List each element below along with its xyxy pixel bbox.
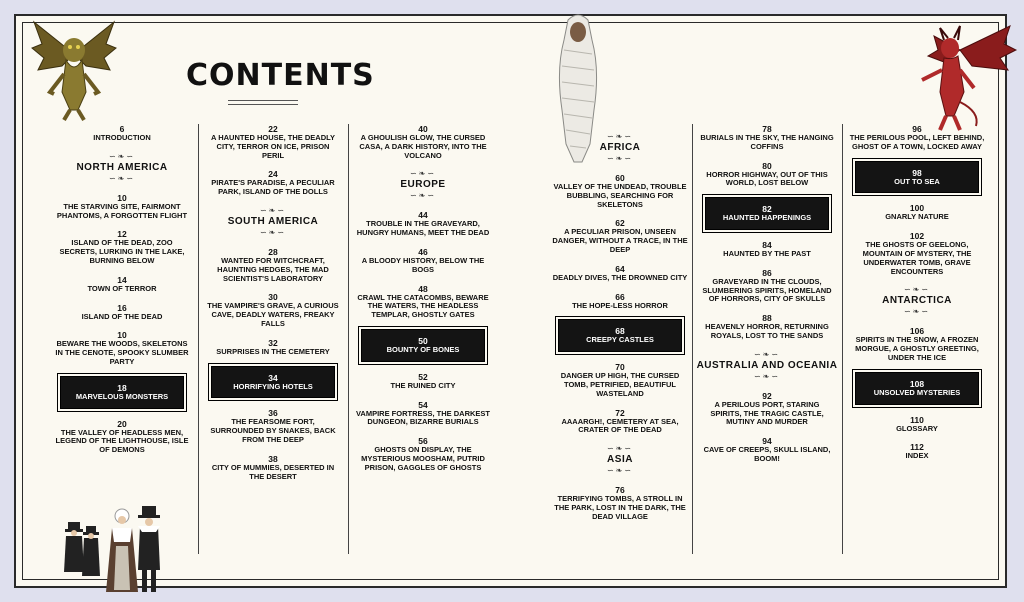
entry-title: SPIRITS IN THE SNOW, A FROZEN MORGUE, A GHOSTLY GREETING, UNDER THE ICE (855, 335, 979, 362)
toc-entry[interactable] (349, 247, 497, 275)
entry-title: SURPRISES IN THE CEMETERY (216, 346, 330, 356)
entry-title: AAAARGH!, CEMETERY AT SEA, CRATER OF THE DEAD (561, 416, 679, 435)
entry-title: TOWN OF TERROR (87, 283, 157, 293)
entry-title: HEAVENLY HORROR, RETURNING ROYALS, LOST TO THE SANDS (705, 322, 829, 340)
page-number: 14 (117, 274, 127, 285)
flourish-ornament: ∽❧∽ (753, 371, 781, 381)
toc-entry[interactable] (546, 218, 694, 254)
entry-title: HAUNTED HAPPENINGS (722, 213, 812, 223)
page-number: 36 (268, 408, 278, 419)
toc-entry[interactable] (199, 124, 347, 160)
toc-entry[interactable] (48, 124, 196, 143)
entry-title: UNSOLVED MYSTERIES (873, 387, 961, 397)
toc-entry[interactable] (546, 173, 694, 209)
toc-entry[interactable] (48, 193, 196, 221)
entry-title: HORROR HIGHWAY, OUT OF THIS WORLD, LOST BELOW (706, 169, 828, 188)
toc-entry[interactable] (48, 330, 196, 366)
entry-title: A PECULIAR PRISON, UNSEEN DANGER, WITHOUT A TRACE, IN THE DEEP (552, 227, 688, 254)
pilgrims-illustration (60, 500, 180, 596)
toc-entry[interactable] (349, 124, 497, 160)
toc-entry[interactable] (693, 124, 841, 152)
entry-title: ISLAND OF THE DEAD (81, 311, 163, 321)
page-number: 44 (418, 210, 428, 221)
toc-entry[interactable] (843, 203, 991, 222)
contents-column-3 (348, 124, 497, 554)
toc-entry[interactable] (843, 326, 991, 362)
page-number: 70 (615, 362, 625, 373)
section-name: AFRICA (599, 142, 641, 153)
flourish-ornament: ∽❧∽ (259, 205, 287, 215)
page-number: 68 (615, 326, 625, 337)
entry-title: WANTED FOR WITCHCRAFT, HAUNTING HEDGES, THE MAD SCIENTIST'S LABORATORY (217, 255, 329, 283)
winged-demon-illustration (28, 14, 120, 122)
entry-title: GHOSTS ON DISPLAY, THE MYSTERIOUS MOOSHAM, PUTRID PRISON, GAGGLES OF GHOSTS (361, 445, 485, 472)
entry-title: BEWARE THE WOODS, SKELETONS IN THE CENOTE, SPOOKY SLUMBER PARTY (55, 339, 189, 366)
toc-entry[interactable] (693, 161, 841, 189)
section-name: ASIA (607, 454, 633, 466)
toc-entry[interactable] (693, 313, 841, 341)
page-number: 82 (762, 204, 772, 215)
page-number: 20 (117, 418, 127, 429)
page-number: 86 (762, 267, 772, 278)
entry-title: HORRIFYING HOTELS (233, 381, 313, 391)
entry-title: TROUBLE IN THE GRAVEYARD, HUNGRY HUMANS, MEET THE DEAD (356, 219, 490, 238)
toc-entry[interactable] (199, 169, 347, 197)
toc-entry[interactable] (349, 436, 497, 472)
entry-title: ISLAND OF THE DEAD, ZOO SECRETS, LURKING IN THE LAKE, BURNING BELOW (59, 238, 185, 265)
flourish-ornament: ∽❧∽ (409, 191, 437, 201)
entry-title: VAMPIRE FORTRESS, THE DARKEST DUNGEON, BIZARRE BURIALS (355, 408, 491, 427)
page-number: 62 (615, 218, 625, 229)
page-number: 76 (615, 485, 625, 496)
page-number: 60 (615, 173, 625, 183)
contents-column-2 (198, 124, 347, 554)
toc-entry[interactable] (693, 391, 841, 427)
flourish-ornament: ∽❧∽ (108, 173, 136, 183)
entry-title: BOUNTY OF BONES (386, 344, 460, 354)
toc-entry[interactable] (693, 436, 841, 464)
page-number: 84 (762, 239, 772, 250)
mummy-illustration (546, 10, 610, 166)
toc-entry[interactable] (199, 408, 347, 444)
section-name: SOUTH AMERICA (227, 215, 319, 227)
entry-title: THE GHOSTS OF GEELONG, MOUNTAIN OF MYSTERY, THE UNDERWATER TOMB, GRAVE ENCOUNTERS (862, 240, 972, 276)
entry-title: CREEPY CASTLES (586, 335, 654, 345)
section-heading-north-america (48, 152, 196, 183)
entry-title: INTRODUCTION (93, 133, 151, 142)
toc-entry[interactable] (546, 264, 694, 283)
entry-title: VALLEY OF THE UNDEAD, TROUBLE BUBBLING, SEARCHING FOR SKELETONS (553, 182, 687, 209)
toc-entry[interactable] (48, 303, 196, 322)
entry-title: THE RUINED CITY (390, 380, 456, 390)
page-number: 108 (909, 378, 925, 389)
entry-title: A PERILOUS PORT, STARING SPIRITS, THE TRAGIC CASTLE, MUTINY AND MURDER (710, 399, 824, 427)
section-heading-antarctica (843, 285, 991, 316)
flourish-ornament: ∽❧∽ (108, 151, 136, 161)
entry-title: CRAWL THE CATACOMBS, BEWARE THE WATERS, THE HEADLESS TEMPLAR, GHOSTLY GATES (357, 292, 489, 320)
feature-box-entry[interactable] (705, 197, 829, 230)
page-number: 18 (117, 382, 127, 393)
toc-entry[interactable] (546, 362, 694, 398)
page-number: 50 (418, 335, 428, 346)
entry-title: DANGER UP HIGH, THE CURSED TOMB, PETRIFIED, BEAUTIFUL WASTELAND (560, 371, 680, 398)
entry-title: THE VALLEY OF HEADLESS MEN, LEGEND OF THE LIGHTHOUSE, ISLE OF DEMONS (55, 427, 189, 455)
section-heading-south-america (199, 206, 347, 237)
page-number: 54 (418, 399, 428, 410)
section-name: ANTARCTICA (882, 295, 952, 307)
page-number: 94 (762, 436, 772, 447)
red-devil-illustration (900, 16, 1020, 136)
toc-entry[interactable] (843, 231, 991, 276)
flourish-ornament: ∽❧∽ (409, 169, 437, 179)
toc-entry[interactable] (199, 292, 347, 328)
toc-entry[interactable] (693, 268, 841, 304)
section-heading-asia (546, 444, 694, 475)
entry-title: OUT TO SEA (894, 176, 940, 186)
page-number: 78 (762, 124, 772, 134)
toc-entry[interactable] (546, 292, 694, 311)
entry-title: TERRIFYING TOMBS, A STROLL IN THE PARK, LOST IN THE DARK, THE DEAD VILLAGE (554, 494, 686, 521)
feature-box-entry[interactable] (855, 161, 979, 194)
page-number: 40 (418, 124, 428, 134)
page-number: 46 (418, 246, 428, 257)
toc-entry[interactable] (199, 338, 347, 357)
page-number: 88 (762, 313, 772, 324)
contents-column-5 (692, 124, 841, 554)
entry-title: THE FEARSOME FORT, SURROUNDED BY SNAKES, BACK FROM THE DEEP (210, 417, 336, 444)
title-underline (228, 100, 298, 105)
entry-title: PIRATE'S PARADISE, A PECULIAR PARK, ISLAND OF THE DOLLS (211, 178, 335, 197)
contents-column-6 (842, 124, 991, 554)
page-number: 48 (418, 283, 428, 294)
toc-entry[interactable] (843, 415, 991, 434)
page-number: 52 (418, 371, 428, 382)
page-number: 98 (912, 167, 922, 178)
entry-title: HAUNTED BY THE PAST (723, 248, 811, 258)
entry-title: THE PERILOUS POOL, LEFT BEHIND, GHOST OF A TOWN, LOCKED AWAY (849, 133, 985, 151)
flourish-ornament: ∽❧∽ (606, 154, 634, 163)
flourish-ornament: ∽❧∽ (606, 444, 634, 454)
toc-entry[interactable] (546, 485, 694, 521)
page-number: 16 (117, 302, 127, 313)
section-name: AUSTRALIA AND OCEANIA (696, 359, 838, 371)
page-number: 112 (910, 442, 924, 453)
toc-entry[interactable] (349, 210, 497, 238)
page-number: 32 (268, 337, 278, 348)
page-number: 100 (909, 203, 925, 214)
flourish-ornament: ∽❧∽ (606, 466, 634, 476)
flourish-ornament: ∽❧∽ (903, 285, 931, 295)
entry-title: CITY OF MUMMIES, DESERTED IN THE DESERT (211, 462, 335, 481)
toc-entry[interactable] (48, 229, 196, 265)
page-number: 28 (268, 246, 278, 257)
page-number: 80 (762, 160, 772, 171)
page-number: 110 (910, 414, 924, 425)
page-number: 34 (268, 372, 278, 383)
page-number: 56 (418, 436, 428, 447)
entry-title: THE VAMPIRE'S GRAVE, A CURIOUS CAVE, DEADLY WATERS, FREAKY FALLS (207, 301, 339, 328)
page-title: CONTENTS (186, 58, 375, 93)
section-heading-australia-and-oceania (693, 350, 841, 381)
page-number: 106 (909, 326, 925, 337)
flourish-ornament: ∽❧∽ (606, 132, 634, 141)
page-number: 92 (762, 390, 772, 401)
feature-box-entry[interactable] (60, 376, 184, 409)
entry-title: A HAUNTED HOUSE, THE DEADLY CITY, TERROR ON ICE, PRISON PERIL (210, 133, 336, 160)
toc-entry[interactable] (546, 408, 694, 436)
page-number: 12 (117, 229, 127, 240)
page-number: 64 (615, 263, 625, 274)
toc-entry[interactable] (48, 419, 196, 455)
page-number: 6 (119, 124, 125, 134)
entry-title: MARVELOUS MONSTERS (75, 391, 169, 401)
entry-title: DEADLY DIVES, THE DROWNED CITY (552, 272, 688, 282)
entry-title: BURIALS IN THE SKY, THE HANGING COFFINS (700, 133, 834, 151)
toc-entry[interactable] (349, 372, 497, 391)
toc-entry[interactable] (843, 442, 991, 461)
feature-box-entry[interactable] (855, 372, 979, 405)
toc-entry[interactable] (349, 400, 497, 428)
contents-column-1 (48, 124, 196, 554)
page-number: 66 (615, 291, 625, 302)
entry-title: GNARLY NATURE (885, 212, 949, 222)
entry-title: A GHOULISH GLOW, THE CURSED CASA, A DARK HISTORY, INTO THE VOLCANO (359, 133, 487, 160)
toc-entry[interactable] (48, 275, 196, 294)
feature-box-entry[interactable] (361, 329, 485, 362)
entry-title: A BLOODY HISTORY, BELOW THE BOGS (361, 255, 485, 274)
entry-title: THE STARVING SITE, FAIRMONT PHANTOMS, A FORGOTTEN FLIGHT (56, 201, 188, 220)
flourish-ornament: ∽❧∽ (753, 349, 781, 359)
page-number: 10 (117, 330, 127, 341)
entry-title: THE HOPE-LESS HORROR (572, 300, 668, 310)
section-name: EUROPE (400, 179, 446, 191)
page-number: 102 (909, 231, 925, 242)
contents-column-4 (546, 126, 694, 554)
feature-box-entry[interactable] (558, 319, 682, 352)
entry-title: CAVE OF CREEPS, SKULL ISLAND, BOOM! (703, 445, 831, 463)
page-number: 38 (268, 453, 278, 464)
entry-title: INDEX (905, 451, 929, 461)
feature-box-entry[interactable] (211, 366, 335, 399)
section-heading-europe (349, 169, 497, 200)
page-number: 22 (268, 124, 278, 134)
toc-entry[interactable] (349, 284, 497, 320)
page-number: 10 (117, 192, 127, 203)
section-name: NORTH AMERICA (76, 161, 168, 173)
toc-entry[interactable] (199, 454, 347, 482)
entry-title: GRAVEYARD IN THE CLOUDS, SLUMBERING SPIRITS, HOMELAND OF HORRORS, CITY OF SKULLS (702, 276, 832, 304)
page-number: 30 (268, 292, 278, 303)
page-number: 24 (268, 169, 278, 180)
toc-entry[interactable] (693, 240, 841, 259)
entry-title: GLOSSARY (896, 423, 938, 433)
page-number: 96 (912, 124, 922, 134)
flourish-ornament: ∽❧∽ (903, 307, 931, 317)
toc-entry[interactable] (199, 247, 347, 283)
flourish-ornament: ∽❧∽ (259, 227, 287, 237)
page-number: 72 (615, 407, 625, 418)
